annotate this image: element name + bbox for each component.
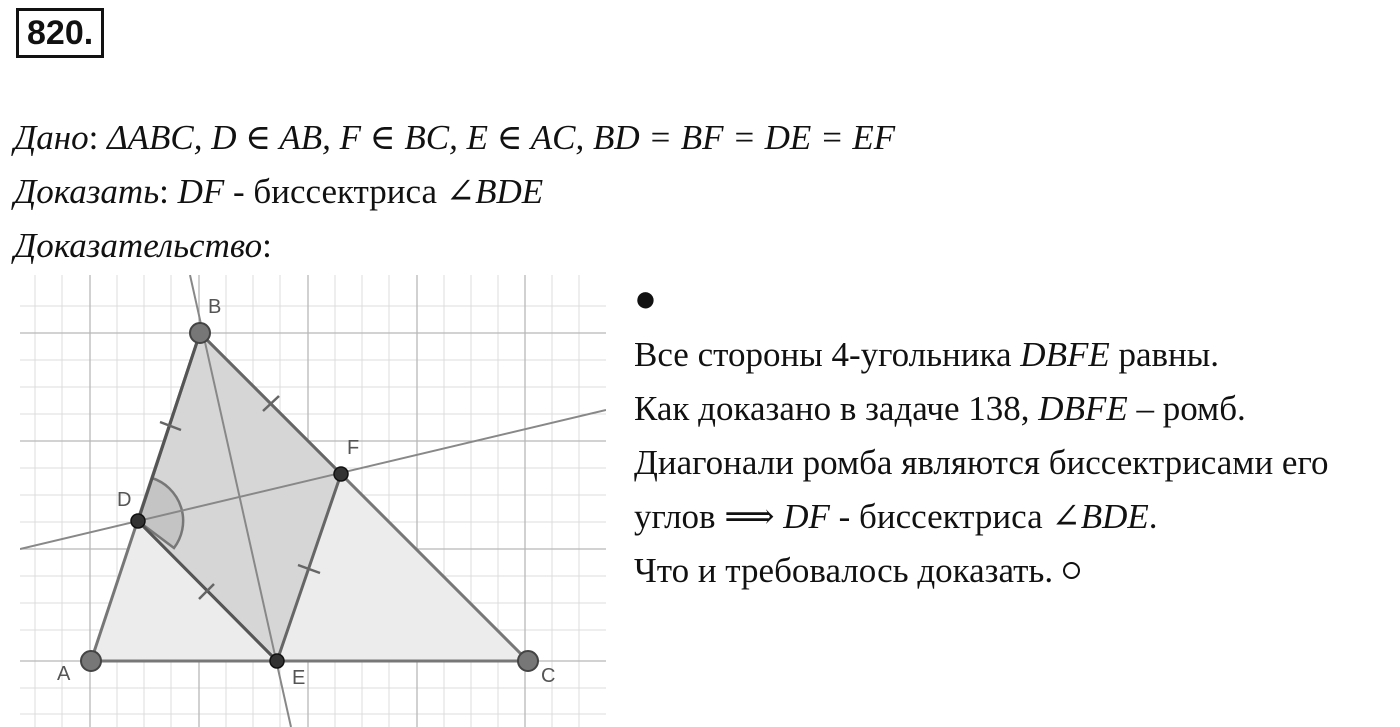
- solution-text: [634, 278, 1329, 598]
- label-d: D: [117, 489, 132, 511]
- prove-text: - биссектриса: [224, 172, 446, 211]
- figure-svg: [20, 275, 606, 727]
- line4-angle: ∠BDE: [1051, 497, 1149, 536]
- line1-math: DBFE: [1020, 335, 1110, 374]
- given-statement: ΔABC, D ∈ AB, F ∈ BC, E ∈ AC, BD = BF = DE = EF: [107, 118, 896, 157]
- given-line: [14, 118, 895, 158]
- proof-sep: :: [262, 226, 272, 265]
- label-a: A: [57, 663, 71, 685]
- line4-pre: углов ⟹: [634, 497, 784, 536]
- point-c: [518, 651, 538, 671]
- line2-post: – ромб.: [1127, 389, 1246, 428]
- prove-segment: DF: [177, 172, 225, 211]
- solution-line-4: [634, 490, 1328, 544]
- solution-line-2: [634, 382, 1328, 436]
- given-label: Дано: [14, 118, 89, 157]
- line4-mid: - биссектриса: [829, 497, 1052, 536]
- qed-circle-icon: [1063, 562, 1080, 579]
- point-d: [131, 514, 145, 528]
- point-e: [270, 654, 284, 668]
- point-b: [190, 323, 210, 343]
- line2-math: DBFE: [1038, 389, 1128, 428]
- given-sep: :: [88, 118, 108, 157]
- line2-pre: Как доказано в задаче 138,: [634, 389, 1039, 428]
- point-f: [334, 467, 348, 481]
- proof-line: [14, 226, 272, 266]
- label-e: E: [292, 667, 306, 689]
- bullet: ●: [634, 278, 657, 320]
- line4-math: DF: [783, 497, 830, 536]
- solution-line-3: Диагонали ромба являются биссектрисами его: [634, 443, 1329, 482]
- geometry-figure: [20, 275, 606, 727]
- line5-text: Что и требовалось доказать.: [634, 551, 1054, 590]
- point-a: [81, 651, 101, 671]
- label-b: B: [208, 296, 222, 318]
- line4-post: .: [1148, 497, 1158, 536]
- line1-pre: Все стороны 4-угольника: [634, 335, 1021, 374]
- prove-sep: :: [159, 172, 178, 211]
- line1-post: равны.: [1109, 335, 1220, 374]
- proof-label: Доказательство: [14, 226, 263, 265]
- prove-angle: ∠BDE: [445, 172, 544, 211]
- label-f: F: [347, 437, 360, 459]
- prove-line: [14, 172, 543, 212]
- prove-label: Доказать: [14, 172, 160, 211]
- problem-number: 820.: [16, 8, 104, 58]
- solution-line-5: [634, 544, 1328, 598]
- solution-line-1: [634, 328, 1328, 382]
- label-c: C: [541, 665, 556, 687]
